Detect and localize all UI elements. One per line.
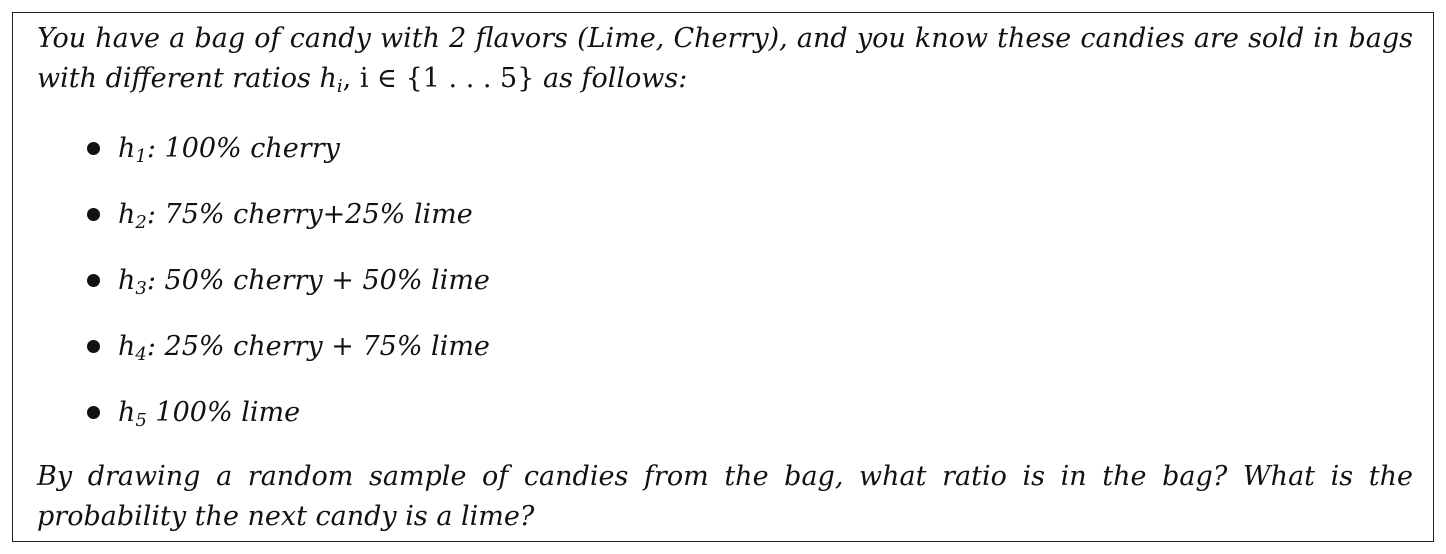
hypothesis-text: : 75% cherry+25% lime [146, 199, 473, 230]
hypothesis-var: h [118, 199, 136, 230]
list-item [87, 129, 340, 169]
hypothesis-var: h [118, 133, 136, 164]
list-item [87, 327, 490, 367]
list-item [87, 261, 490, 301]
hypothesis-sub: 3 [135, 278, 147, 299]
bullet-icon [87, 406, 100, 419]
hypothesis-notation [319, 63, 535, 97]
math-set: , i ∈ {1 . . . 5} [342, 63, 535, 94]
bullet-icon [87, 142, 100, 155]
hypothesis-text: : 100% cherry [146, 133, 340, 164]
list-item [87, 393, 300, 433]
list-item [87, 195, 473, 235]
hypothesis-var: h [118, 397, 136, 428]
hypothesis-var: h [118, 331, 136, 362]
hypothesis-sub: 2 [135, 212, 147, 233]
intro-paragraph [37, 19, 1413, 99]
bullet-icon [87, 340, 100, 353]
hypothesis-sub: 5 [135, 410, 147, 431]
hypothesis-sub: 1 [135, 146, 147, 167]
question-paragraph: By drawing a random sample of candies from the bag, what ratio is in the bag? What is the probability the next candy is a lime? [37, 461, 1413, 532]
hypothesis-text: : 50% cherry + 50% lime [146, 265, 490, 296]
intro-text: You have a bag of candy with 2 flavors (Lime, Cherry), and you know these candies are sold in bags with different ratios [37, 23, 1413, 94]
hypothesis-sub: 4 [135, 344, 147, 365]
bullet-icon [87, 274, 100, 287]
hypothesis-text: 100% lime [146, 397, 301, 428]
hypothesis-var: h [118, 265, 136, 296]
hypothesis-text: : 25% cherry + 75% lime [146, 331, 490, 362]
math-var: h [319, 63, 337, 94]
problem-box [12, 12, 1434, 542]
math-sub: i [336, 76, 343, 97]
intro-suffix: as follows: [543, 63, 688, 94]
bullet-icon [87, 208, 100, 221]
